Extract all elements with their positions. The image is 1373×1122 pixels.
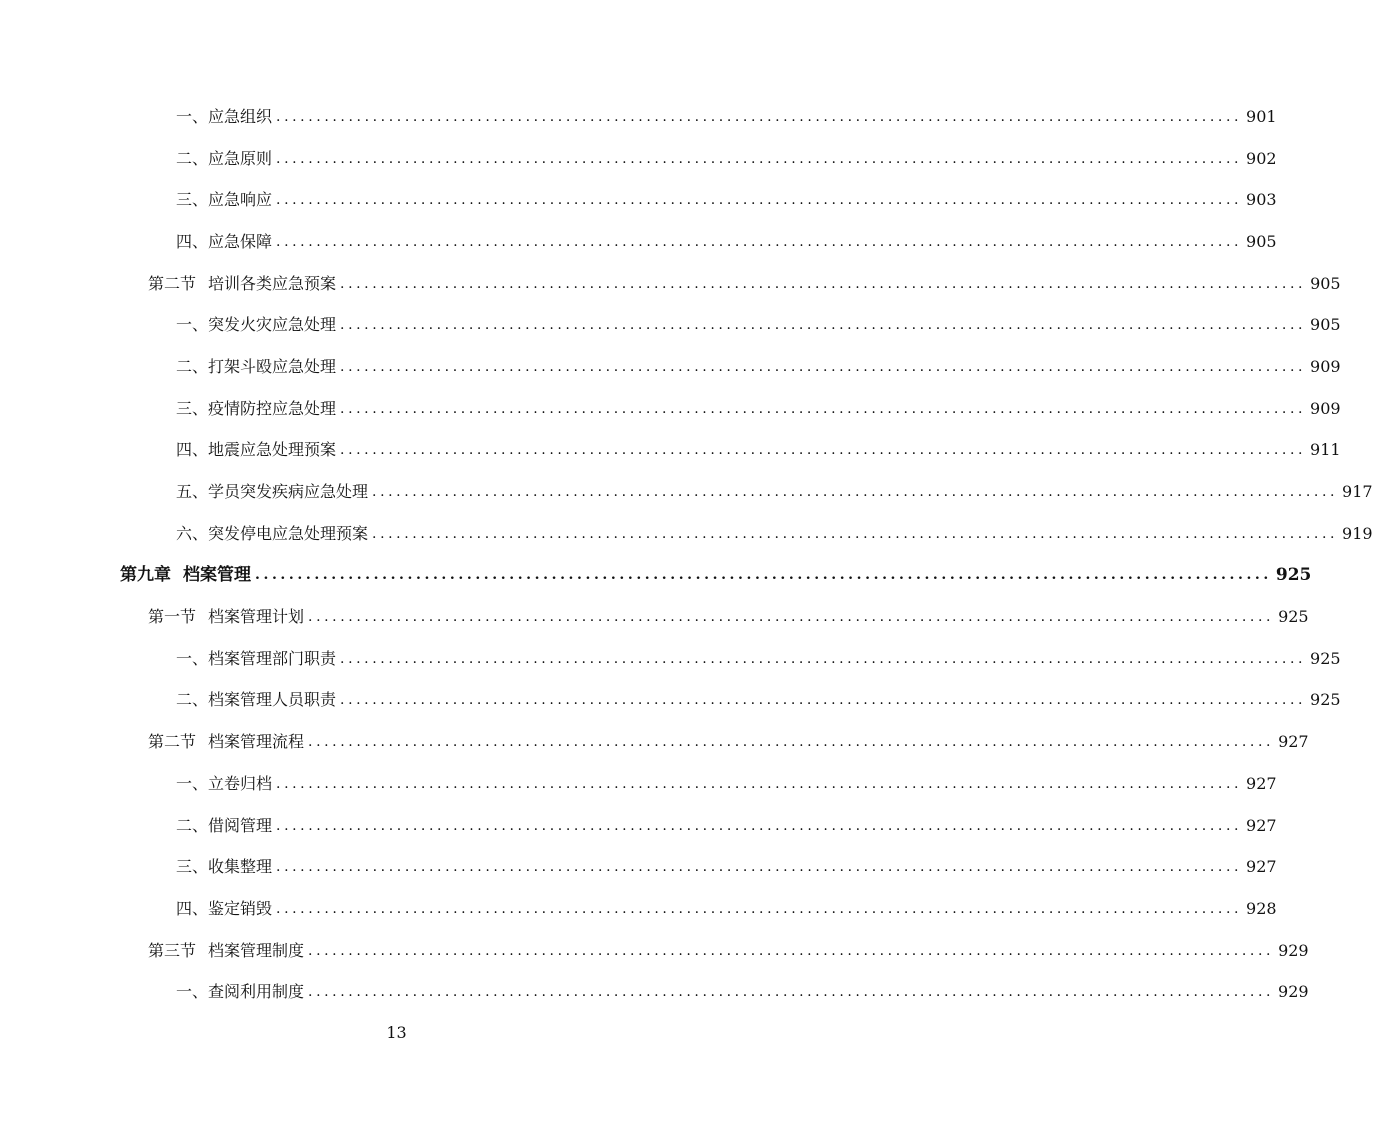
toc-entry-label: 档案管理制度 — [208, 940, 305, 960]
toc-entry-label: 档案管理计划 — [208, 607, 305, 627]
toc-entry-page: 925 — [1278, 607, 1309, 627]
toc-entry-title — [176, 190, 272, 210]
toc-entry[interactable] — [176, 513, 1373, 555]
toc-dot-leader: ........................................................................................................................ — [340, 650, 1307, 667]
toc-entry-label: 二、应急原则 — [176, 148, 273, 168]
toc-entry[interactable] — [176, 971, 1309, 1013]
toc-entry-page: 927 — [1278, 732, 1309, 752]
toc-entry-title — [148, 941, 304, 961]
toc-entry-title — [176, 357, 336, 377]
toc-dot-leader: ........................................................................................................................ — [340, 692, 1307, 709]
toc-entry-title — [176, 399, 336, 419]
toc-entry-page: 927 — [1246, 773, 1277, 793]
toc-entry-page: 927 — [1246, 815, 1277, 835]
toc-entry-label: 一、立卷归档 — [176, 773, 273, 793]
toc-entry-page: 901 — [1246, 106, 1277, 126]
toc-entry-page: 911 — [1310, 440, 1341, 460]
page-number: 13 — [386, 1023, 407, 1042]
table-of-contents — [0, 96, 1373, 1013]
toc-dot-leader: ........................................................................................................................ — [276, 817, 1243, 834]
toc-entry[interactable] — [176, 304, 1341, 346]
toc-entry-page: 929 — [1278, 940, 1309, 960]
toc-entry[interactable] — [176, 471, 1373, 513]
toc-entry-title — [176, 690, 336, 710]
toc-entry[interactable] — [176, 846, 1277, 888]
toc-entry-label: 档案管理 — [183, 565, 251, 586]
toc-entry-page: 925 — [1275, 565, 1312, 586]
toc-entry-page: 902 — [1246, 148, 1277, 168]
toc-entry-title — [176, 857, 272, 877]
toc-dot-leader: ........................................................................................................................ — [340, 400, 1307, 417]
toc-entry-title — [176, 232, 272, 252]
toc-entry[interactable] — [148, 263, 1341, 305]
toc-entry[interactable] — [176, 221, 1277, 263]
toc-dot-leader: ........................................................................................................................ — [340, 317, 1307, 334]
toc-dot-leader: ........................................................................................................................ — [308, 609, 1275, 626]
toc-entry[interactable] — [176, 888, 1277, 930]
toc-entry-label: 培训各类应急预案 — [208, 273, 337, 293]
toc-entry-label: 三、应急响应 — [176, 190, 273, 210]
toc-entry-label: 二、借阅管理 — [176, 815, 273, 835]
toc-entry-page: 903 — [1246, 190, 1277, 210]
toc-dot-leader: ........................................................................................................................ — [308, 942, 1275, 959]
toc-dot-leader: ........................................................................................................................ — [340, 358, 1307, 375]
toc-entry[interactable] — [176, 388, 1341, 430]
toc-entry[interactable] — [176, 805, 1277, 847]
toc-dot-leader: ........................................................................................................................ — [276, 233, 1243, 250]
toc-entry-label: 二、档案管理人员职责 — [176, 690, 337, 710]
toc-entry[interactable] — [176, 138, 1277, 180]
toc-entry-number: 第三节 — [148, 940, 197, 960]
toc-entry-page: 919 — [1342, 523, 1373, 543]
toc-entry[interactable] — [176, 346, 1341, 388]
toc-entry-page: 905 — [1246, 231, 1277, 251]
toc-entry-page: 917 — [1342, 482, 1373, 502]
toc-entry-label: 二、打架斗殴应急处理 — [176, 356, 337, 376]
toc-entry-page: 925 — [1310, 690, 1341, 710]
toc-dot-leader: ........................................................................................................................ — [340, 275, 1307, 292]
toc-entry-label: 三、疫情防控应急处理 — [176, 398, 337, 418]
toc-entry[interactable] — [120, 555, 1312, 597]
toc-entry[interactable] — [176, 96, 1277, 138]
toc-entry-label: 六、突发停电应急处理预案 — [176, 523, 369, 543]
toc-dot-leader: ........................................................................................................................ — [276, 775, 1243, 792]
toc-entry-label: 一、应急组织 — [176, 106, 273, 126]
toc-dot-leader: ........................................................................................................................ — [276, 108, 1243, 125]
toc-entry-label: 五、学员突发疾病应急处理 — [176, 482, 369, 502]
toc-entry-number: 第一节 — [148, 607, 197, 627]
toc-entry[interactable] — [148, 721, 1309, 763]
toc-dot-leader: ........................................................................................................................ — [340, 442, 1307, 459]
toc-dot-leader: ........................................................................................................................ — [255, 567, 1272, 584]
toc-entry-title — [176, 899, 272, 919]
toc-entry-number: 第二节 — [148, 273, 197, 293]
toc-entry[interactable] — [176, 430, 1341, 472]
toc-dot-leader: ........................................................................................................................ — [308, 734, 1275, 751]
toc-entry-title — [120, 565, 251, 585]
toc-entry[interactable] — [176, 680, 1341, 722]
toc-entry-label: 一、查阅利用制度 — [176, 982, 305, 1002]
toc-entry[interactable] — [148, 596, 1309, 638]
toc-entry[interactable] — [176, 763, 1277, 805]
toc-entry-title — [176, 149, 272, 169]
toc-entry-label: 四、鉴定销毁 — [176, 898, 273, 918]
toc-entry[interactable] — [148, 930, 1309, 972]
toc-entry-label: 四、地震应急处理预案 — [176, 440, 337, 460]
toc-entry-page: 928 — [1246, 898, 1277, 918]
toc-dot-leader: ........................................................................................................................ — [308, 984, 1275, 1001]
toc-entry-label: 档案管理流程 — [208, 732, 305, 752]
toc-entry-page: 929 — [1278, 982, 1309, 1002]
toc-entry-title — [176, 982, 304, 1002]
toc-entry-page: 909 — [1310, 398, 1341, 418]
toc-entry[interactable] — [176, 638, 1341, 680]
toc-entry[interactable] — [176, 179, 1277, 221]
toc-entry-title — [176, 440, 336, 460]
toc-dot-leader: ........................................................................................................................ — [276, 859, 1243, 876]
toc-entry-label: 四、应急保障 — [176, 231, 273, 251]
toc-entry-title — [176, 482, 368, 502]
toc-entry-number: 第二节 — [148, 732, 197, 752]
toc-entry-page: 925 — [1310, 648, 1341, 668]
toc-entry-title — [176, 816, 272, 836]
toc-dot-leader: ........................................................................................................................ — [276, 192, 1243, 209]
toc-entry-title — [176, 524, 368, 544]
toc-dot-leader: ........................................................................................................................ — [372, 525, 1339, 542]
toc-entry-page: 927 — [1246, 857, 1277, 877]
toc-entry-title — [176, 649, 336, 669]
toc-entry-page: 905 — [1310, 273, 1341, 293]
toc-entry-title — [176, 107, 272, 127]
toc-entry-number: 第九章 — [120, 565, 171, 586]
toc-entry-title — [176, 315, 336, 335]
toc-entry-page: 905 — [1310, 315, 1341, 335]
toc-entry-title — [148, 607, 304, 627]
toc-dot-leader: ........................................................................................................................ — [372, 484, 1339, 501]
toc-entry-page: 909 — [1310, 356, 1341, 376]
toc-entry-title — [148, 274, 336, 294]
toc-dot-leader: ........................................................................................................................ — [276, 900, 1243, 917]
toc-entry-label: 一、突发火灾应急处理 — [176, 315, 337, 335]
toc-entry-title — [148, 732, 304, 752]
toc-entry-label: 一、档案管理部门职责 — [176, 648, 337, 668]
toc-entry-label: 三、收集整理 — [176, 857, 273, 877]
toc-entry-title — [176, 774, 272, 794]
toc-dot-leader: ........................................................................................................................ — [276, 150, 1243, 167]
